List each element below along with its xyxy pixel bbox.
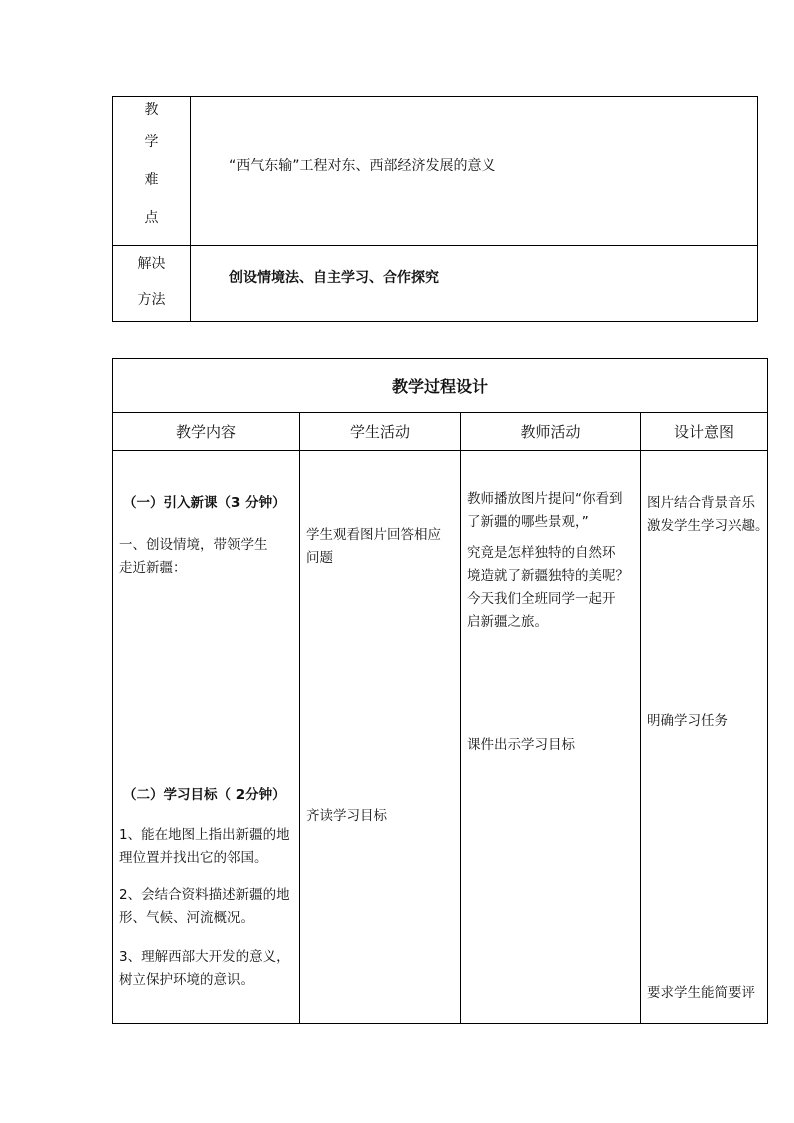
difficulty-method-table [112,96,758,322]
label-line: 解决 [137,256,166,272]
section1-text: 一、创设情境，带领学生 走近新疆： [119,537,268,576]
goal-3: 3、理解西部大开发的意义， 树立保护环境的意识。 [119,949,290,988]
header-student: 学生活动 [300,413,461,451]
goal-1: 1、能在地图上指出新疆的地 理位置并找出它的邻国。 [119,827,290,866]
goal-2: 2、会结合资料描述新疆的地 形、气候、河流概况。 [119,887,290,926]
intent-cell [641,451,768,1024]
intent-2: 明确学习任务 [647,713,728,729]
label-char: 点 [144,210,159,226]
process-title: 教学过程设计 [113,359,768,413]
student-cell [300,451,461,1024]
teacher-activity-1b: 究竟是怎样独特的自然环 境造就了新疆独特的美呢？ 今天我们全班同学一起开 启新疆之旅。 [467,545,629,630]
intent-1: 图片结合背景音乐 激发学生学习兴趣。 [647,495,769,534]
teacher-activity-1: 教师播放图片提问“你看到 了新疆的哪些景观，” [467,491,623,530]
section1-title: （一）引入新课（3 分钟） [123,495,286,511]
label-char: 难 [144,172,159,188]
teacher-cell [461,451,641,1024]
header-intent: 设计意图 [641,413,768,451]
label-char: 教 [144,102,159,118]
section2-title: （二）学习目标（ 2分钟） [123,787,286,803]
content-cell [113,451,300,1024]
teaching-process-table [112,358,768,1024]
student-activity-2: 齐读学习目标 [306,808,387,824]
difficulty-label-cell [113,97,191,246]
label-line: 方法 [137,292,166,308]
intent-3: 要求学生能简要评 [647,985,755,1001]
header-content: 教学内容 [113,413,300,451]
difficulty-text: “西气东输”工程对东、西部经济发展的意义 [191,97,758,246]
student-activity-1: 学生观看图片回答相应 问题 [306,527,441,566]
teacher-activity-2: 课件出示学习目标 [467,737,575,753]
header-teacher: 教师活动 [461,413,641,451]
method-text: 创设情境法、自主学习、合作探究 [191,246,758,322]
label-char: 学 [144,134,159,150]
method-label-cell [113,246,191,322]
